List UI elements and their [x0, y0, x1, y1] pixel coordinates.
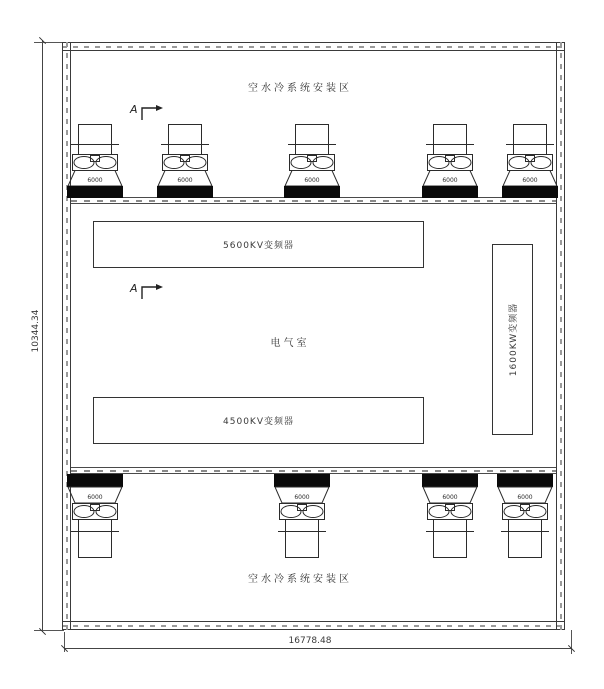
room-label: 电气室 — [270, 338, 310, 349]
top-area-label: 空水冷系统安装区 — [248, 83, 352, 94]
cooling-fan-unit — [67, 474, 123, 560]
svg-text:6000: 6000 — [522, 177, 538, 184]
inverter-box-right-label: 1600KW变频器 — [509, 302, 520, 377]
inverter-box-top-label: 5600KV变频器 — [223, 241, 294, 251]
cooling-fan-unit — [274, 474, 330, 560]
cooling-fan-unit — [502, 124, 558, 198]
cooling-fan-unit — [422, 124, 478, 198]
cooling-fan-unit — [157, 124, 213, 198]
svg-text:6000: 6000 — [517, 494, 533, 501]
svg-text:6000: 6000 — [87, 177, 103, 184]
cooling-fan-unit — [67, 124, 123, 198]
inverter-box-bottom-label: 4500KV变频器 — [223, 417, 294, 427]
cooling-fan-unit — [284, 124, 340, 198]
dimension-label-width: 16778.48 — [288, 636, 332, 646]
bottom-area-label: 空水冷系统安装区 — [248, 574, 352, 585]
dimension-label-height: 10344.34 — [31, 309, 41, 353]
section-marker-letter: A — [130, 103, 138, 116]
cooling-fan-unit — [497, 474, 553, 560]
section-marker-letter: A — [130, 282, 138, 295]
svg-text:6000: 6000 — [442, 177, 458, 184]
svg-text:6000: 6000 — [294, 494, 310, 501]
svg-text:6000: 6000 — [177, 177, 193, 184]
svg-text:6000: 6000 — [442, 494, 458, 501]
svg-text:6000: 6000 — [87, 494, 103, 501]
cooling-fan-unit — [422, 474, 478, 560]
svg-text:6000: 6000 — [304, 177, 320, 184]
